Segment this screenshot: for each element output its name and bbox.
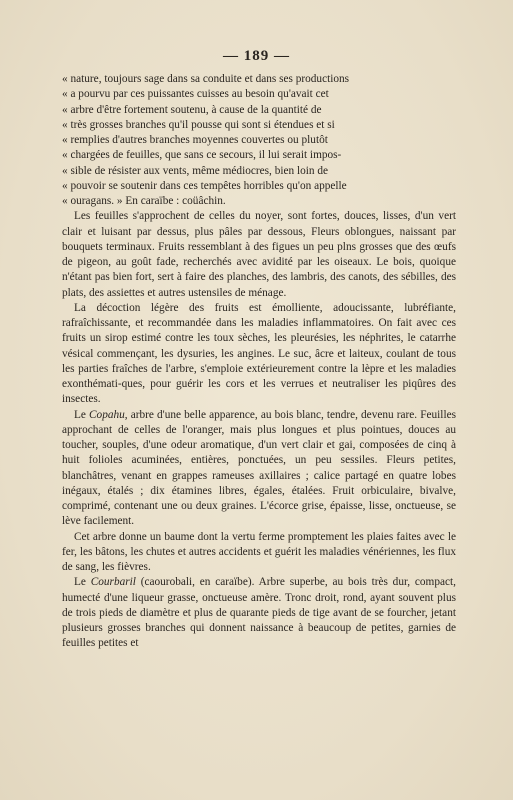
courbaril-term: Courbaril: [90, 576, 136, 589]
quote-line: « sible de résister aux vents, même médiocres, bien loin de: [62, 164, 329, 177]
copahu-prefix: Le: [74, 408, 86, 421]
paragraph-copahu: [62, 408, 456, 530]
quote-line: « a pourvu par ces puissantes cuisses au besoin qu'avait cet: [62, 88, 329, 101]
page-text: [62, 72, 456, 652]
quote-line: « arbre d'être fortement soutenu, à cause de la quantité de: [62, 103, 322, 116]
copahu-description: , arbre d'une belle apparence, au bois blanc, tendre, devenu rare. Feuilles approchant de celles de l'oranger, mais plus longues et plus pointues, douces au toucher, souples, d'une odeur aromatique, d'un vert clair et gai, composées de cinq à huit folioles acuminées, entières, ponctuées, un peu sessiles. Fleurs petites, blanchâtres, venant en grappes rameuses axillaires ; calice partagé en quatre lobes inégaux, étalés ; dix étamines libres, égales, étalées. Fruit orbiculaire, bivalve, comprimé, contenant une ou deux graines. L'écorce grise, épaisse, lisse, onctueuse, se lève facilement.: [62, 408, 456, 528]
copahu-term: Copahu: [89, 408, 125, 421]
paragraph-courbaril: [62, 575, 456, 651]
quote-line: « nature, toujours sage dans sa conduite et dans ses productions: [62, 73, 350, 85]
paragraph-copahu-balm: Cet arbre donne un baume dont la vertu ferme promptement les plaies faites avec le fer, les bâtons, les chutes et autres accidents et guérit les maladies vénériennes, les flux de sang, les fièvres.: [62, 530, 456, 573]
quote-continuation: [62, 72, 456, 209]
paragraph-fruit-decoction: La décoction légère des fruits est émolliente, adoucissante, lubréfiante, rafraîchissante, et recommandée dans les maladies inflammatoires. On fait avec ces fruits un sirop estimé contre les toux sèches, les pleurésies, les néphrites, le catarrhe vésical commençant, les dysuries, les angines. Le suc, âcre et laiteux, coulant de tous les parties fraîches de l'arbre, s'emploie extérieurement contre la lèpre et les maladies exonthémati-ques, pour guérir les cors et les verrues et neutraliser les piqûres des insectes.: [62, 301, 456, 406]
quote-line: « chargées de feuilles, que sans ce secours, il lui serait impos-: [62, 149, 342, 162]
paragraph-leaves-description: Les feuilles s'approchent de celles du noyer, sont fortes, douces, lisses, d'un vert clair et luisant par dessus, plus pâles par dessous, Fleurs oblongues, naissant par bouquets terminaux. Fruits ressemblant à des figues un peu plns grosses que des œufs de pigeon, au goût fade, recherchés avec avidité par les oiseaux. Le bois, quoique n'étant pas bien fort, sert à faire des planches, des lambris, des canots, des sébilles, des plats, des assiettes et autres ustensiles de ménage.: [62, 210, 456, 299]
page-number: — 189 —: [223, 48, 290, 64]
quote-line: « ouragans. » En caraïbe : coüâchin.: [62, 195, 226, 207]
courbaril-description: (caourobali, en caraïbe). Arbre superbe, au bois très dur, compact, humecté d'une liqueur grasse, onctueuse amère. Tronc droit, rond, ayant souvent plus de trois pieds de diamètre et plus de quarante pieds de tige avant de se fourcher, jetant plusieurs grosses branches qui donnent naissance à beaucoup de petites, garnies de feuilles petites et: [62, 576, 456, 650]
quote-line: « très grosses branches qu'il pousse qui sont si étendues et si: [62, 118, 335, 131]
quote-line: « pouvoir se soutenir dans ces tempêtes horribles qu'on appelle: [62, 179, 347, 192]
courbaril-prefix: Le: [74, 576, 86, 589]
quote-line: « remplies d'autres branches moyennes couvertes ou plutôt: [62, 134, 328, 146]
